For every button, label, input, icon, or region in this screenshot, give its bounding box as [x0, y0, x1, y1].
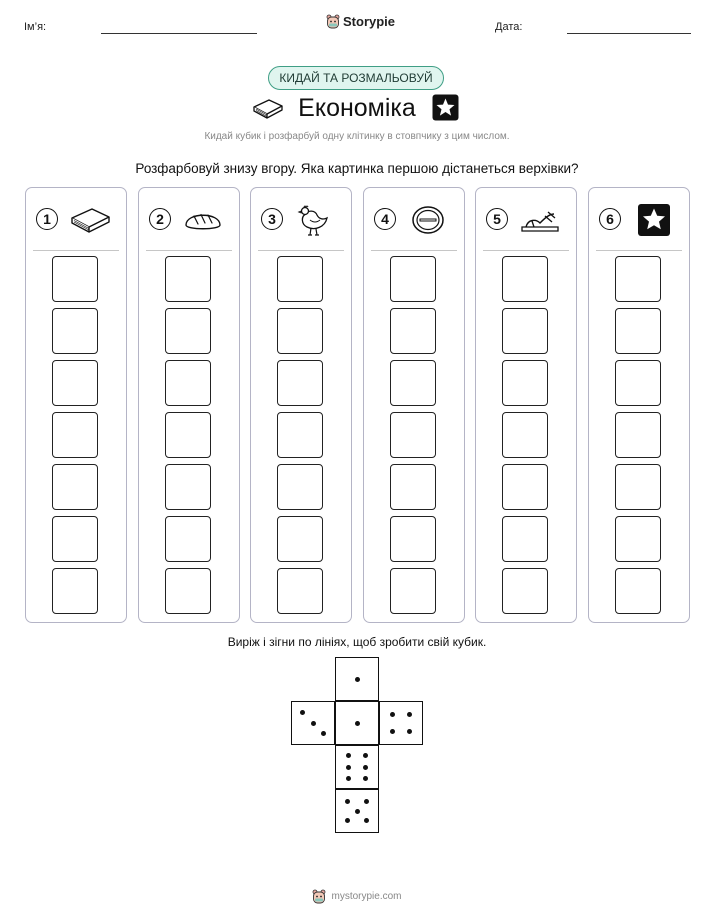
die-pip: [355, 809, 360, 814]
color-cell[interactable]: [502, 256, 548, 302]
storypie-mascot-icon: [326, 14, 340, 29]
die-pip: [364, 799, 369, 804]
column-divider: [258, 250, 344, 251]
brand-logo: [326, 14, 395, 29]
chicken-icon: [293, 202, 337, 238]
date-line[interactable]: [567, 33, 691, 34]
color-cell[interactable]: [277, 412, 323, 458]
color-cell[interactable]: [52, 308, 98, 354]
die-face-4: [379, 701, 423, 745]
die-pip: [407, 729, 412, 734]
activity-badge: КИДАЙ ТА РОЗМАЛЬОВУЙ: [268, 66, 444, 90]
die-pip: [321, 731, 326, 736]
die-face-3: [291, 701, 335, 745]
color-cell[interactable]: [165, 412, 211, 458]
die-face-6: [335, 745, 379, 789]
die-pip: [364, 818, 369, 823]
color-cell[interactable]: [615, 568, 661, 614]
color-cell[interactable]: [52, 516, 98, 562]
die-pip: [345, 818, 350, 823]
color-cell[interactable]: [277, 464, 323, 510]
color-cell[interactable]: [502, 516, 548, 562]
color-cell[interactable]: [615, 360, 661, 406]
dice-column-3: [250, 187, 352, 623]
dice-column-5: [475, 187, 577, 623]
coin-icon: [406, 202, 450, 238]
storypie-mascot-icon: [312, 889, 326, 904]
die-pip: [346, 753, 351, 758]
color-cell[interactable]: [52, 464, 98, 510]
title-star-icon: [432, 94, 459, 121]
name-label: Ім’я:: [24, 21, 47, 33]
die-pip: [345, 799, 350, 804]
die-pip: [363, 765, 368, 770]
column-number: 1: [36, 208, 58, 230]
column-header: [26, 202, 126, 238]
color-cell[interactable]: [502, 568, 548, 614]
die-pip: [311, 721, 316, 726]
sandal-icon: [518, 202, 562, 238]
color-cell[interactable]: [165, 308, 211, 354]
column-header: [589, 202, 689, 238]
star-icon: [631, 202, 675, 238]
color-cell[interactable]: [277, 308, 323, 354]
color-cell[interactable]: [502, 360, 548, 406]
footer: [0, 889, 714, 904]
die-pip: [346, 776, 351, 781]
column-header: [139, 202, 239, 238]
color-cell[interactable]: [390, 516, 436, 562]
column-number: 2: [149, 208, 171, 230]
color-cell[interactable]: [390, 256, 436, 302]
color-cell[interactable]: [615, 308, 661, 354]
color-cell[interactable]: [52, 568, 98, 614]
color-cell[interactable]: [165, 568, 211, 614]
die-pip: [355, 721, 360, 726]
color-cell[interactable]: [165, 516, 211, 562]
color-cell[interactable]: [615, 412, 661, 458]
footer-url[interactable]: mystorypie.com: [331, 891, 402, 902]
die-face-5: [335, 789, 379, 833]
column-number: 4: [374, 208, 396, 230]
column-number: 5: [486, 208, 508, 230]
color-cell[interactable]: [390, 412, 436, 458]
color-cell[interactable]: [615, 256, 661, 302]
column-header: [364, 202, 464, 238]
dice-column-1: [25, 187, 127, 623]
color-cell[interactable]: [502, 412, 548, 458]
color-cell[interactable]: [390, 568, 436, 614]
color-cell[interactable]: [615, 464, 661, 510]
color-cell[interactable]: [165, 256, 211, 302]
color-cell[interactable]: [165, 360, 211, 406]
die-pip: [346, 765, 351, 770]
column-header: [476, 202, 576, 238]
brand-name: Storypie: [343, 14, 396, 29]
die-pip: [355, 677, 360, 682]
color-cell[interactable]: [52, 256, 98, 302]
color-cell[interactable]: [277, 516, 323, 562]
color-cell[interactable]: [502, 308, 548, 354]
die-pip: [390, 729, 395, 734]
column-number: 6: [599, 208, 621, 230]
bread-icon: [181, 202, 225, 238]
die-pip: [390, 712, 395, 717]
die-pip: [407, 712, 412, 717]
color-cell[interactable]: [277, 360, 323, 406]
die-pip: [363, 776, 368, 781]
dice-column-2: [138, 187, 240, 623]
color-cell[interactable]: [390, 464, 436, 510]
column-divider: [33, 250, 119, 251]
color-cell[interactable]: [390, 308, 436, 354]
color-cell[interactable]: [390, 360, 436, 406]
book-icon: [68, 202, 112, 238]
subtitle: Кидай кубик і розфарбуй одну клітинку в стовпчику з цим числом.: [204, 131, 510, 142]
die-face-1: [335, 701, 379, 745]
die-pip: [300, 710, 305, 715]
color-cell[interactable]: [165, 464, 211, 510]
column-divider: [146, 250, 232, 251]
column-divider: [596, 250, 682, 251]
cut-instruction: Виріж і зігни по лініях, щоб зробити свій кубик.: [227, 635, 487, 649]
die-pip: [363, 753, 368, 758]
date-label: Дата:: [495, 21, 523, 33]
dice-column-6: [588, 187, 690, 623]
name-line[interactable]: [101, 33, 257, 34]
die-face-1: [335, 657, 379, 701]
color-cell[interactable]: [502, 464, 548, 510]
color-cell[interactable]: [277, 568, 323, 614]
page-title: Економіка: [298, 94, 416, 122]
column-number: 3: [261, 208, 283, 230]
color-cell[interactable]: [277, 256, 323, 302]
dice-column-4: [363, 187, 465, 623]
column-divider: [483, 250, 569, 251]
color-cell[interactable]: [52, 412, 98, 458]
column-divider: [371, 250, 457, 251]
color-cell[interactable]: [52, 360, 98, 406]
instruction: Розфарбовуй знизу вгору. Яка картинка першою дістанеться верхівки?: [135, 161, 579, 176]
color-cell[interactable]: [615, 516, 661, 562]
column-header: [251, 202, 351, 238]
